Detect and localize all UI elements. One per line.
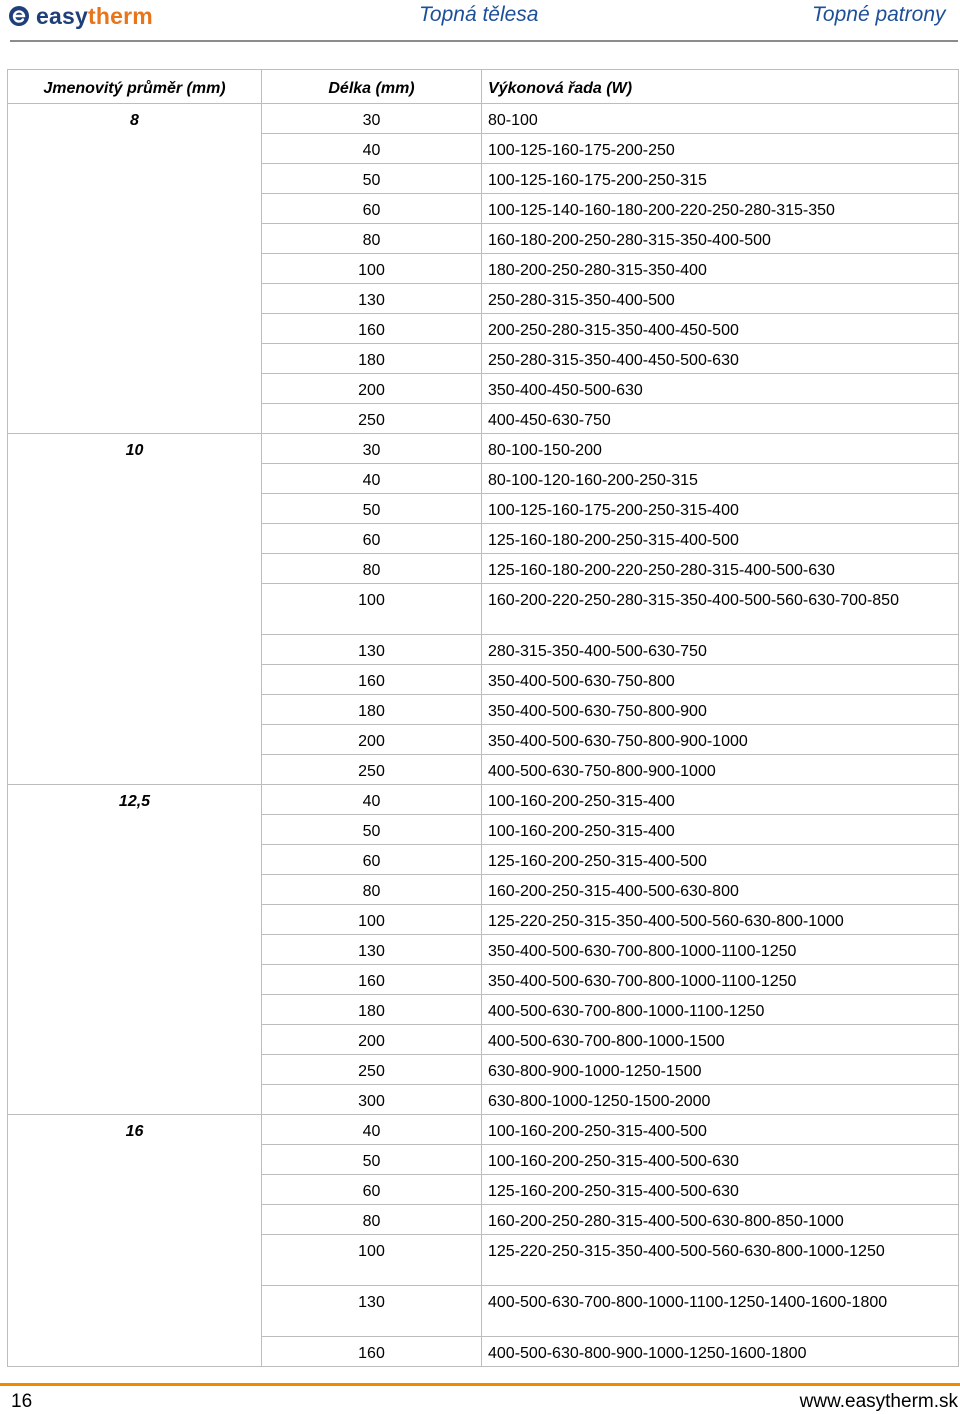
brand-easy: easy	[36, 3, 88, 29]
power-series-cell: 630-800-1000-1250-1500-2000	[482, 1085, 959, 1115]
power-series-cell: 80-100-150-200	[482, 434, 959, 464]
length-cell: 30	[262, 434, 482, 464]
footer-divider	[0, 1383, 960, 1386]
power-series-cell: 200-250-280-315-350-400-450-500	[482, 314, 959, 344]
website-link[interactable]: www.easytherm.sk	[799, 1391, 958, 1412]
power-series-cell: 350-400-500-630-750-800-900-1000	[482, 725, 959, 755]
length-cell: 180	[262, 995, 482, 1025]
power-rating-table	[7, 69, 959, 1367]
power-series-cell: 400-500-630-700-800-1000-1100-1250	[482, 995, 959, 1025]
length-cell: 130	[262, 1286, 482, 1337]
power-series-cell: 80-100-120-160-200-250-315	[482, 464, 959, 494]
power-series-cell: 100-125-160-175-200-250-315	[482, 164, 959, 194]
length-cell: 30	[262, 104, 482, 134]
length-cell: 250	[262, 404, 482, 434]
length-cell: 130	[262, 284, 482, 314]
power-series-cell: 160-200-220-250-280-315-350-400-500-560-630-700-850	[482, 584, 959, 635]
length-cell: 50	[262, 164, 482, 194]
column-header-diameter: Jmenovitý průměr (mm)	[8, 70, 262, 104]
table-row	[8, 104, 959, 134]
power-series-cell: 100-125-160-175-200-250	[482, 134, 959, 164]
power-series-cell: 250-280-315-350-400-450-500-630	[482, 344, 959, 374]
logo-e-icon	[8, 5, 30, 27]
length-cell: 130	[262, 935, 482, 965]
nav-link-topna-telesa[interactable]: Topná tělesa	[419, 3, 539, 26]
length-cell: 200	[262, 1025, 482, 1055]
power-series-cell: 400-500-630-700-800-1000-1100-1250-1400-1600-1800	[482, 1286, 959, 1337]
length-cell: 50	[262, 815, 482, 845]
length-cell: 60	[262, 845, 482, 875]
length-cell: 40	[262, 1115, 482, 1145]
power-series-cell: 100-160-200-250-315-400	[482, 785, 959, 815]
power-series-cell: 100-160-200-250-315-400-500-630	[482, 1145, 959, 1175]
length-cell: 100	[262, 1235, 482, 1286]
length-cell: 250	[262, 755, 482, 785]
length-cell: 160	[262, 1337, 482, 1367]
power-series-cell: 125-160-200-250-315-400-500	[482, 845, 959, 875]
power-series-cell: 350-400-500-630-750-800-900	[482, 695, 959, 725]
table-row	[8, 785, 959, 815]
power-series-cell: 100-125-160-175-200-250-315-400	[482, 494, 959, 524]
length-cell: 200	[262, 725, 482, 755]
table-header-row	[8, 70, 959, 104]
diameter-cell: 10	[8, 434, 262, 785]
power-series-cell: 400-500-630-800-900-1000-1250-1600-1800	[482, 1337, 959, 1367]
length-cell: 40	[262, 785, 482, 815]
column-header-power-series: Výkonová řada (W)	[482, 70, 959, 104]
length-cell: 100	[262, 254, 482, 284]
length-cell: 80	[262, 875, 482, 905]
page-number: 16	[11, 1391, 33, 1412]
length-cell: 300	[262, 1085, 482, 1115]
power-series-cell: 250-280-315-350-400-500	[482, 284, 959, 314]
length-cell: 100	[262, 905, 482, 935]
length-cell: 80	[262, 224, 482, 254]
length-cell: 130	[262, 635, 482, 665]
length-cell: 40	[262, 134, 482, 164]
page-header	[0, 0, 960, 40]
header-divider	[10, 40, 958, 42]
diameter-cell: 12,5	[8, 785, 262, 1115]
length-cell: 80	[262, 1205, 482, 1235]
power-series-cell: 100-160-200-250-315-400-500	[482, 1115, 959, 1145]
power-series-cell: 350-400-500-630-700-800-1000-1100-1250	[482, 935, 959, 965]
power-series-cell: 400-500-630-750-800-900-1000	[482, 755, 959, 785]
power-series-cell: 100-160-200-250-315-400	[482, 815, 959, 845]
power-series-cell: 350-400-450-500-630	[482, 374, 959, 404]
power-series-cell: 160-200-250-315-400-500-630-800	[482, 875, 959, 905]
power-series-cell: 125-220-250-315-350-400-500-560-630-800-1000-1250	[482, 1235, 959, 1286]
brand-logo[interactable]	[8, 2, 153, 30]
column-header-length: Délka (mm)	[262, 70, 482, 104]
power-series-cell: 125-160-200-250-315-400-500-630	[482, 1175, 959, 1205]
length-cell: 60	[262, 194, 482, 224]
diameter-cell: 16	[8, 1115, 262, 1367]
power-series-cell: 125-220-250-315-350-400-500-560-630-800-1000	[482, 905, 959, 935]
power-series-cell: 350-400-500-630-750-800	[482, 665, 959, 695]
power-series-cell: 400-450-630-750	[482, 404, 959, 434]
brand-therm: therm	[87, 3, 153, 29]
length-cell: 50	[262, 494, 482, 524]
brand-name	[36, 2, 153, 30]
length-cell: 40	[262, 464, 482, 494]
power-series-cell: 160-180-200-250-280-315-350-400-500	[482, 224, 959, 254]
length-cell: 160	[262, 314, 482, 344]
length-cell: 200	[262, 374, 482, 404]
length-cell: 180	[262, 695, 482, 725]
length-cell: 100	[262, 584, 482, 635]
diameter-cell: 8	[8, 104, 262, 434]
table-row	[8, 1115, 959, 1145]
power-series-cell: 180-200-250-280-315-350-400	[482, 254, 959, 284]
power-series-cell: 125-160-180-200-250-315-400-500	[482, 524, 959, 554]
power-series-cell: 160-200-250-280-315-400-500-630-800-850-1000	[482, 1205, 959, 1235]
length-cell: 160	[262, 965, 482, 995]
power-series-cell: 630-800-900-1000-1250-1500	[482, 1055, 959, 1085]
power-series-cell: 80-100	[482, 104, 959, 134]
nav-link-topne-patrony[interactable]: Topné patrony	[812, 3, 946, 26]
power-series-cell: 400-500-630-700-800-1000-1500	[482, 1025, 959, 1055]
power-series-cell: 350-400-500-630-700-800-1000-1100-1250	[482, 965, 959, 995]
length-cell: 250	[262, 1055, 482, 1085]
power-series-cell: 100-125-140-160-180-200-220-250-280-315-350	[482, 194, 959, 224]
table-row	[8, 434, 959, 464]
length-cell: 50	[262, 1145, 482, 1175]
length-cell: 60	[262, 524, 482, 554]
length-cell: 80	[262, 554, 482, 584]
power-series-cell: 125-160-180-200-220-250-280-315-400-500-630	[482, 554, 959, 584]
length-cell: 160	[262, 665, 482, 695]
power-series-cell: 280-315-350-400-500-630-750	[482, 635, 959, 665]
length-cell: 60	[262, 1175, 482, 1205]
table-body	[8, 104, 959, 1367]
length-cell: 180	[262, 344, 482, 374]
